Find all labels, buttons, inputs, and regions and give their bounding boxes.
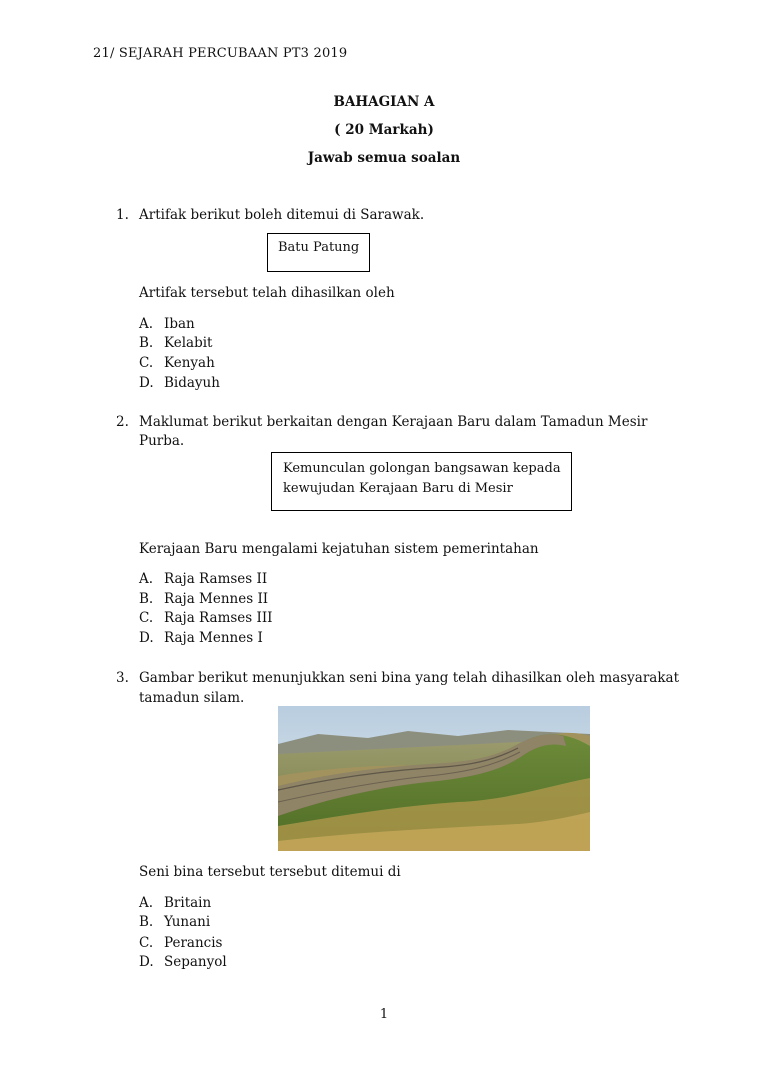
option-letter: A. bbox=[139, 895, 154, 911]
section-marks: ( 20 Markah) bbox=[334, 122, 434, 138]
info-box-line2: kewujudan Kerajaan Baru di Mesir bbox=[283, 481, 513, 496]
section-title: BAHAGIAN A bbox=[333, 94, 435, 110]
question-prompt: Artifak tersebut telah dihasilkan oleh bbox=[139, 285, 395, 301]
option-b[interactable] bbox=[139, 914, 210, 930]
option-text: Yunani bbox=[164, 914, 211, 930]
option-letter: D. bbox=[139, 375, 154, 391]
option-letter: D. bbox=[139, 954, 154, 970]
option-text: Perancis bbox=[164, 935, 223, 951]
option-text: Raja Ramses III bbox=[164, 610, 273, 626]
wall-landscape-photo bbox=[278, 706, 590, 851]
option-a[interactable] bbox=[139, 571, 267, 587]
option-c[interactable] bbox=[139, 355, 215, 371]
option-text: Bidayuh bbox=[164, 375, 220, 391]
option-c[interactable] bbox=[139, 935, 222, 951]
question-number: 3. bbox=[116, 670, 129, 686]
option-letter: C. bbox=[139, 355, 154, 371]
option-d[interactable] bbox=[139, 630, 263, 646]
option-b[interactable] bbox=[139, 591, 268, 607]
option-letter: B. bbox=[139, 914, 154, 930]
option-d[interactable] bbox=[139, 954, 227, 970]
option-text: Raja Mennes I bbox=[164, 630, 263, 646]
question-stem-line2: tamadun silam. bbox=[139, 690, 245, 706]
wall-landscape-illustration bbox=[278, 706, 590, 851]
option-letter: D. bbox=[139, 630, 154, 646]
info-box-line1: Kemunculan golongan bangsawan kepada bbox=[283, 461, 561, 476]
option-letter: B. bbox=[139, 335, 154, 351]
option-a[interactable] bbox=[139, 316, 195, 332]
question-prompt: Seni bina tersebut tersebut ditemui di bbox=[139, 864, 401, 880]
option-text: Raja Ramses II bbox=[164, 571, 268, 587]
option-letter: A. bbox=[139, 316, 154, 332]
option-b[interactable] bbox=[139, 335, 212, 351]
option-text: Sepanyol bbox=[164, 954, 227, 970]
option-letter: C. bbox=[139, 610, 154, 626]
option-c[interactable] bbox=[139, 610, 273, 626]
option-a[interactable] bbox=[139, 895, 211, 911]
question-stem-line2: Purba. bbox=[139, 433, 185, 449]
question-stem-line1: Maklumat berikut berkaitan dengan Kerajaan Baru dalam Tamadun Mesir bbox=[139, 414, 648, 430]
option-text: Iban bbox=[164, 316, 195, 332]
info-box bbox=[271, 452, 572, 511]
option-letter: B. bbox=[139, 591, 154, 607]
question-prompt: Kerajaan Baru mengalami kejatuhan sistem pemerintahan bbox=[139, 541, 539, 557]
section-instruction: Jawab semua soalan bbox=[307, 150, 461, 166]
artifact-box: Batu Patung bbox=[267, 233, 370, 272]
option-text: Kenyah bbox=[164, 355, 215, 371]
option-text: Britain bbox=[164, 895, 212, 911]
question-stem: Artifak berikut boleh ditemui di Sarawak. bbox=[139, 207, 425, 223]
option-text: Raja Mennes II bbox=[164, 591, 269, 607]
option-d[interactable] bbox=[139, 375, 220, 391]
option-letter: A. bbox=[139, 571, 154, 587]
question-stem-line1: Gambar berikut menunjukkan seni bina yang telah dihasilkan oleh masyarakat bbox=[139, 670, 680, 686]
option-text: Kelabit bbox=[164, 335, 213, 351]
question-number: 1. bbox=[116, 207, 129, 223]
page-number: 1 bbox=[379, 1007, 389, 1022]
question-number: 2. bbox=[116, 414, 129, 430]
page-header: 21/ SEJARAH PERCUBAAN PT3 2019 bbox=[93, 46, 348, 61]
option-letter: C. bbox=[139, 935, 154, 951]
